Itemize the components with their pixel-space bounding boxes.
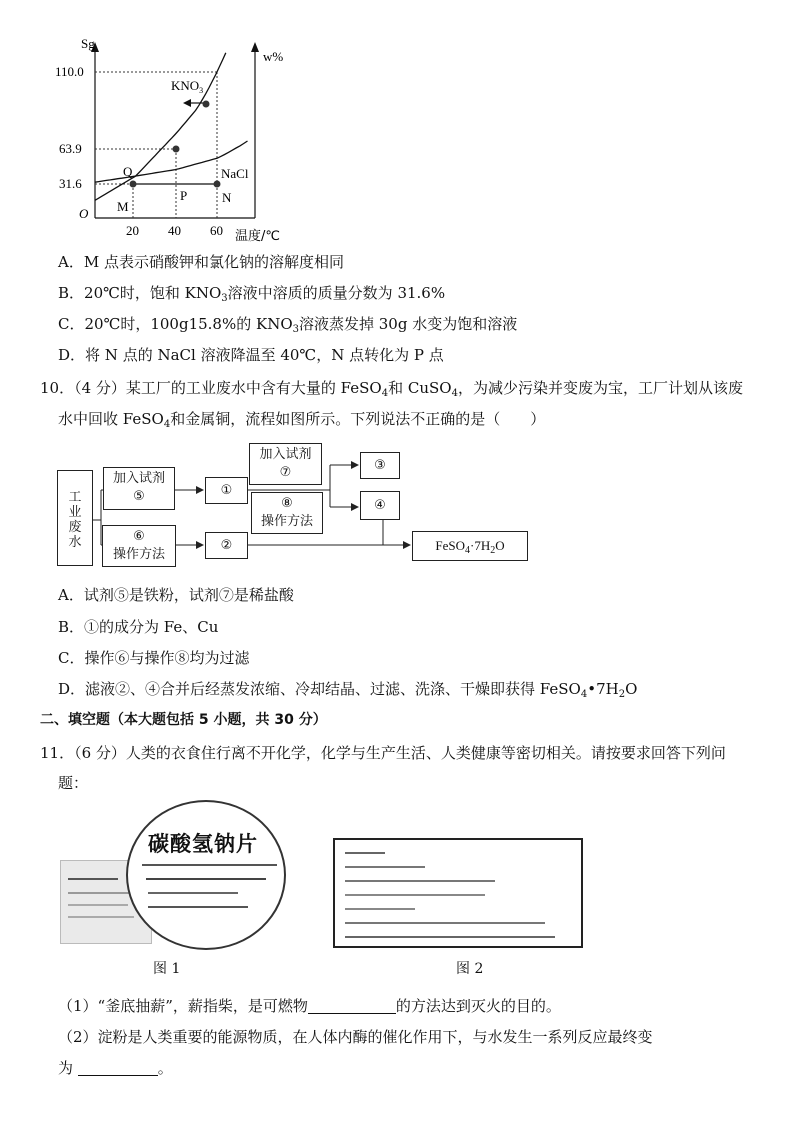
- flow-reagent7-number: ⑦: [279, 465, 292, 480]
- flow-op8-label: 操作方法: [260, 514, 313, 529]
- kno3-curve: [95, 53, 226, 201]
- flow-source-box: [57, 470, 93, 566]
- figure-1-caption: 图 1: [153, 961, 181, 977]
- y-tick-110: 110.0: [55, 64, 84, 79]
- point-n-marker: [214, 181, 221, 188]
- q11-sub1: （1）“釜底抽薪”，薪指柴，是可燃物 的方法达到灭火的目的。: [58, 997, 561, 1015]
- kno3-label: $KNO_3$: [171, 78, 204, 95]
- flow-box-2: ②: [205, 532, 248, 559]
- point-label-m: M: [117, 199, 129, 214]
- x-tick-20: 20: [126, 223, 139, 238]
- solubility-chart: [55, 28, 355, 278]
- q10-stem-line1: 10．（4 分）某工厂的工业废水中含有大量的 FeSO$_4$和 CuSO$_4$，为减少污染并变废为宝，工厂计划从该废: [40, 379, 743, 399]
- flow-box-1: ①: [205, 477, 248, 504]
- y-tick-63-9: 63.9: [59, 141, 82, 156]
- answer-blank-2[interactable]: [78, 1059, 158, 1076]
- q9-option-a: A．M 点表示硝酸钾和氯化钠的溶解度相同: [58, 253, 344, 271]
- point-639: [173, 146, 180, 153]
- kno3-arrow-head: [183, 99, 191, 107]
- nacl-label: NaCl: [221, 166, 249, 181]
- flow-reagent5-box: [103, 467, 175, 510]
- y-axis-label: Sg: [81, 36, 95, 51]
- figure-1: [58, 800, 298, 977]
- q10-option-d: D．滤液②、④合并后经蒸发浓缩、冷却结晶、过滤、洗涤、干燥即获得 $FeSO_4•7H_2O$: [58, 680, 638, 700]
- q9-option-c: C．20℃时，100g15.8%的 $KNO_3$溶液蒸发掉 30g 水变为饱和溶液: [58, 315, 518, 335]
- flow-source-text: 工业废水: [68, 490, 82, 550]
- fig1-product-name: 碳酸氢钠片: [148, 832, 258, 856]
- x-tick-60: 60: [210, 223, 223, 238]
- figure-2-caption: 图 2: [456, 961, 484, 977]
- flow-op8-box: [251, 492, 323, 534]
- point-label-p: P: [180, 188, 188, 203]
- q9-option-b: B．20℃时，饱和 $KNO_3$溶液中溶质的质量分数为 31.6%: [58, 284, 446, 304]
- figure-2: [333, 838, 583, 948]
- y2-axis-arrow: [251, 42, 259, 52]
- q10-option-c: C．操作⑥与操作⑧均为过滤: [58, 649, 250, 667]
- q10-option-a: A．试剂⑤是铁粉，试剂⑦是稀盐酸: [58, 586, 294, 604]
- q9-option-d: D．将 N 点的 NaCl 溶液降温至 40℃，N 点转化为 P 点: [58, 346, 444, 364]
- q11-sub2-line2: 为 。: [58, 1059, 173, 1077]
- flow-op8-number: ⑧: [281, 496, 293, 511]
- flow-reagent5-label: 加入试剂: [112, 471, 165, 486]
- flow-op6-number: ⑥: [133, 529, 145, 544]
- point-label-n: N: [222, 190, 232, 205]
- magnifier-lens: [126, 800, 286, 950]
- flow-op6-label: 操作方法: [112, 547, 165, 562]
- point-label-q: Q: [123, 164, 133, 179]
- q11-sub2-line1: （2）淀粉是人类重要的能源物质，在人体内酶的催化作用下，与水发生一系列反应最终变: [58, 1028, 653, 1046]
- point-q: [130, 181, 137, 188]
- flow-reagent5-number: ⑤: [133, 489, 145, 504]
- flow-op6-box: [102, 525, 176, 567]
- point-kno3-55: [203, 101, 210, 108]
- x-tick-40: 40: [168, 223, 181, 238]
- x-axis-label: 温度/℃: [235, 229, 280, 244]
- y2-axis-label: w%: [263, 49, 284, 64]
- section2-heading: 二、填空题（本大题包括 5 小题，共 30 分）: [40, 712, 327, 728]
- q10-stem-line2: 水中回收 FeSO$_4$和金属铜，流程如图所示。下列说法不正确的是（ ）: [58, 410, 546, 430]
- flow-reagent7-box: [249, 443, 322, 485]
- q11-stem-line2: 题：: [58, 774, 89, 792]
- flow-reagent7-label: 加入试剂: [259, 447, 312, 462]
- q10-option-b: B．①的成分为 Fe、Cu: [58, 618, 219, 636]
- flow-product-box: $FeSO_4\cdot 7H_2O$: [412, 531, 528, 561]
- y-tick-31-6: 31.6: [59, 176, 82, 191]
- answer-blank-1[interactable]: [308, 997, 396, 1014]
- q11-stem-line1: 11．（6 分）人类的衣食住行离不开化学，化学与生产生活、人类健康等密切相关。请按要求回答下列问: [40, 744, 726, 762]
- flow-box-3: ③: [360, 452, 400, 479]
- origin-label: O: [79, 206, 89, 221]
- flow-box-4: ④: [360, 491, 400, 520]
